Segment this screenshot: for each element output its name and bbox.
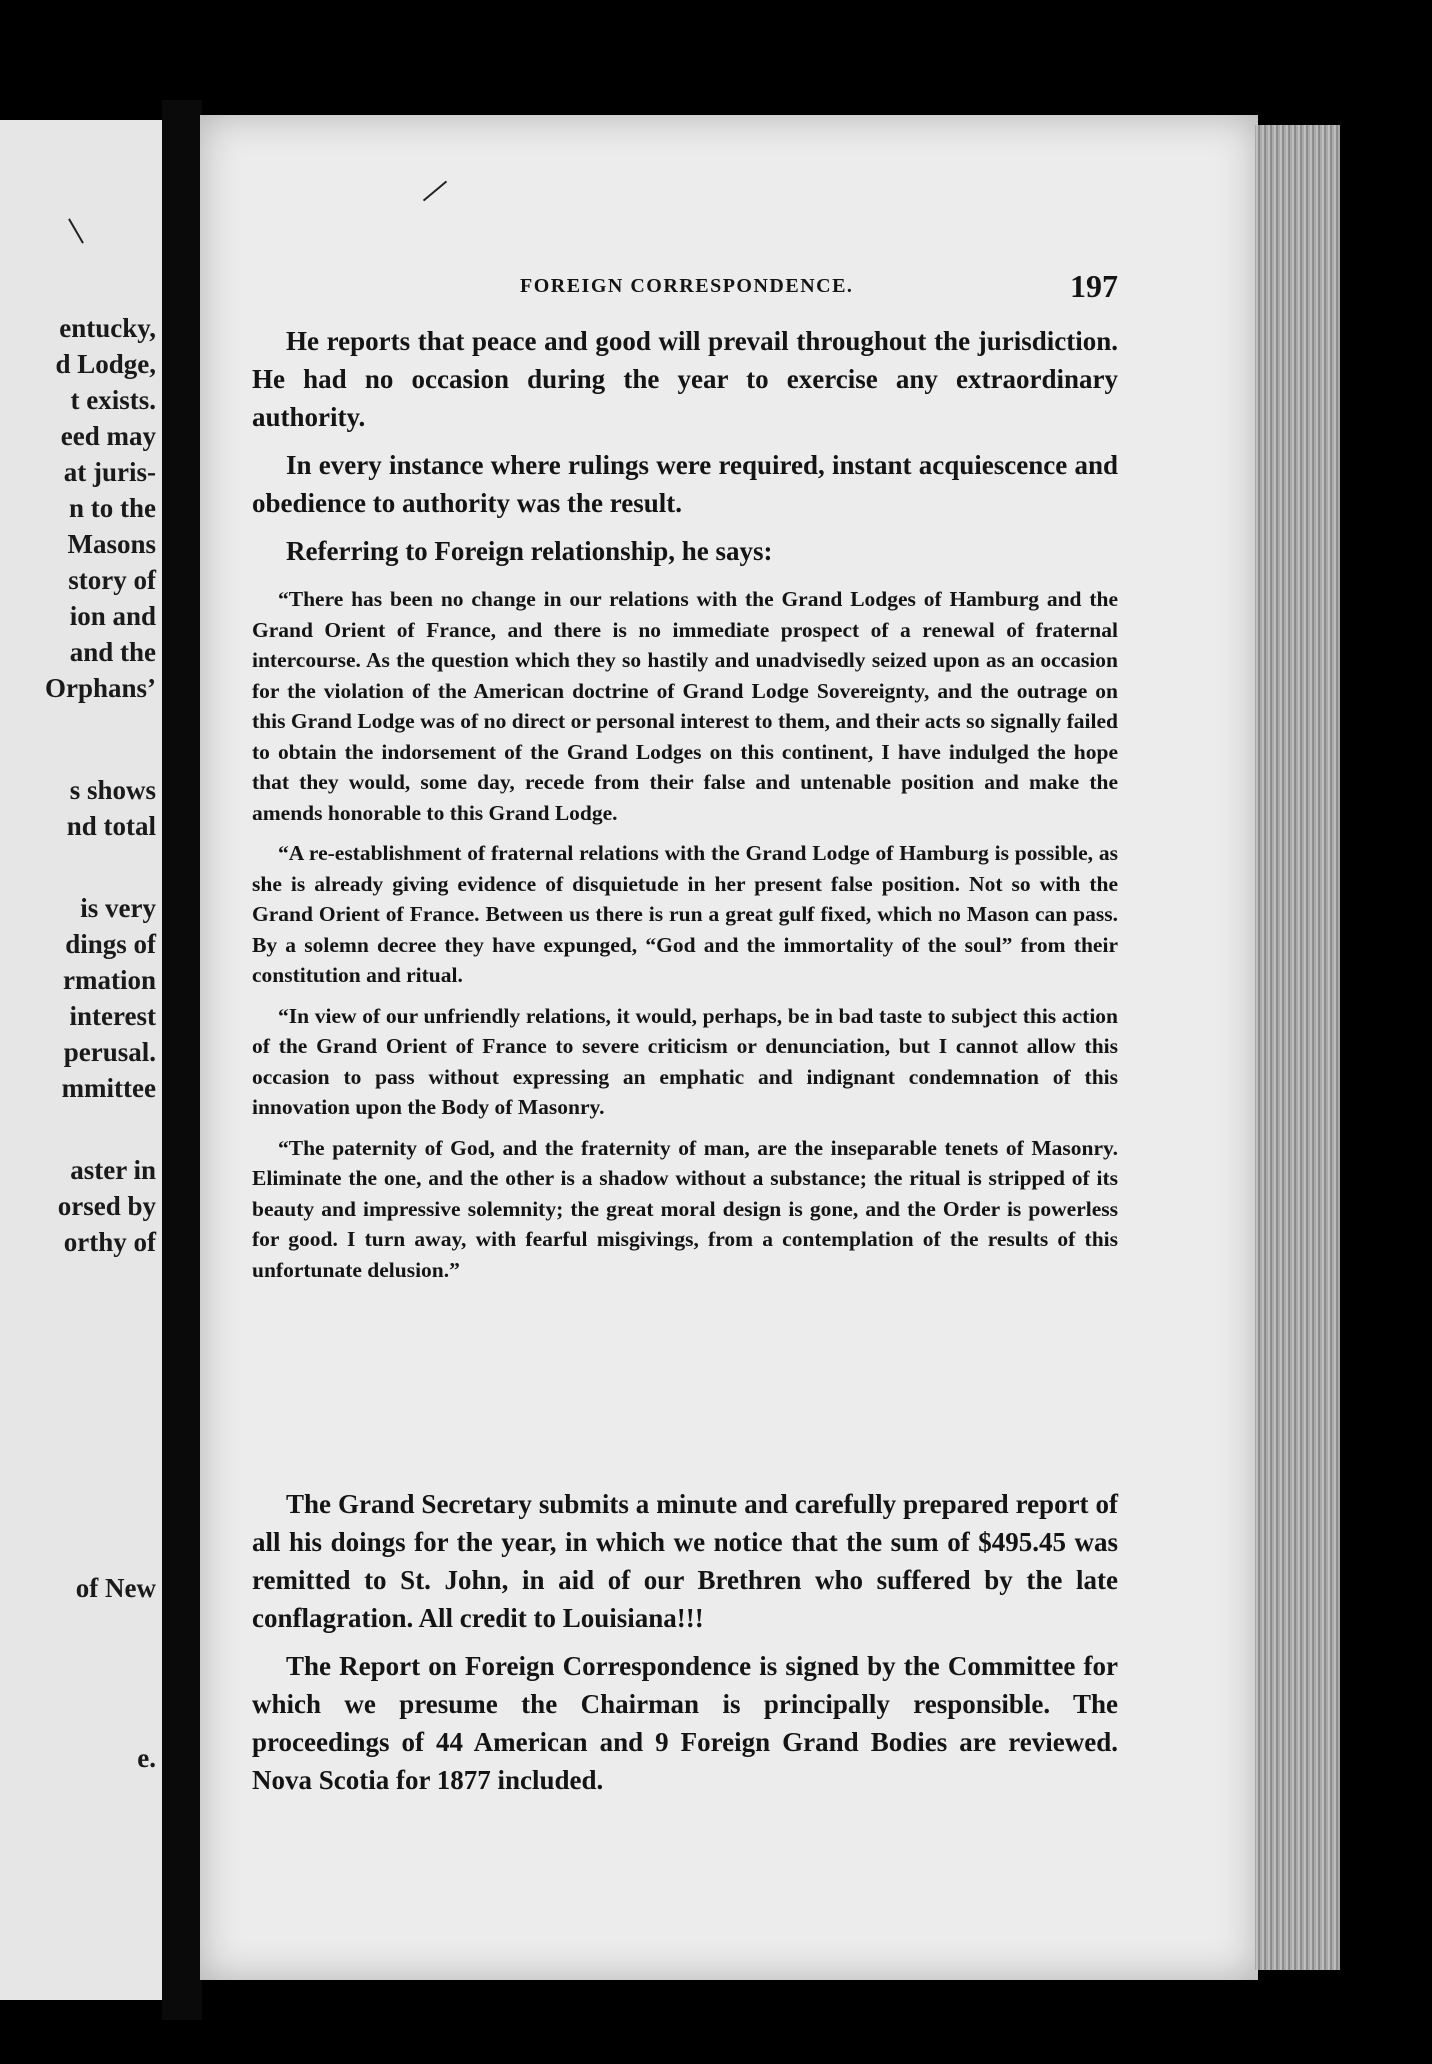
quote-paragraph: “A re-establishment of fraternal relations with the Grand Lodge of Hamburg is possible, as she is already giving evidence of disquietude in her present false position. Not so with the Grand Orient of France. Between us there is run a great gulf fixed, which no Mason can pass. By a solemn decree they have expunged, “God and the immortality of the soul” from their constitution and ritual. [252, 841, 1118, 987]
left-page-line-fragment: orsed by [57, 1191, 156, 1221]
left-page-line-fragment: of New [75, 1573, 156, 1603]
left-page-line-fragment: e. [137, 1743, 156, 1773]
quoted-address [252, 584, 1118, 1285]
left-page-line-fragment: t exists. [70, 385, 156, 415]
left-page-line-fragment: Orphans’ [44, 673, 156, 703]
quote-paragraph: “In view of our unfriendly relations, it would, perhaps, be in bad taste to subject this action of the Grand Orient of France to severe criticism or denunciation, but I cannot allow this occasion to pass without expressing an emphatic and indignant condemnation of this innovation upon the Body of Masonry. [252, 1003, 1118, 1119]
quote-paragraph: “There has been no change in our relations with the Grand Lodges of Hamburg and the Grand Orient of France, and there is no immediate prospect of a renewal of fraternal intercourse. As the question which they so hastily and unadvisedly seized upon as an occasion for the violation of the American doctrine of Grand Lodge Sovereignty, and the outrage on this Grand Lodge was of no direct or personal interest to them, and their acts so signally failed to obtain the indorsement of the Grand Lodges on this continent, I have indulged the hope that they would, some day, recede from their false and untenable position and make the amends honorable to this Grand Lodge. [252, 587, 1118, 825]
page-number: 197 [1070, 268, 1118, 304]
left-page-line-fragment: dings of [65, 929, 156, 959]
paragraph: He reports that peace and good will prevail throughout the jurisdiction. He had no occasion during the year to exercise any extraordinary authority. [252, 326, 1118, 432]
left-page-line-fragment: ion and [69, 601, 156, 631]
left-page-line-fragment: s shows [69, 775, 156, 805]
paragraph: In every instance where rulings were required, instant acquiescence and obedience to authority was the result. [252, 450, 1118, 518]
left-page-line-fragment: story of [68, 565, 156, 595]
intro-paragraphs [252, 322, 1118, 570]
left-page-line-fragment: eed may [60, 421, 156, 451]
left-page-line-fragment: orthy of [63, 1227, 156, 1257]
left-page-line-fragment: at juris- [63, 457, 156, 487]
page-edges [1255, 125, 1340, 1970]
quote-paragraph: “The paternity of God, and the fraternity of man, are the inseparable tenets of Masonry. Eliminate the one, and the other is a shadow without a substance; the ritual is stripped of its beauty and impressive solemnity; the great moral design is gone, and the Order is powerless for good. I turn away, with fearful misgivings, from a contemplation of the results of this unfortunate delusion.” [252, 1135, 1118, 1282]
left-page-line-fragment: mmittee [61, 1073, 156, 1103]
left-page-line-fragment: perusal. [63, 1037, 156, 1067]
left-page-line-fragment: entucky, [59, 313, 156, 343]
left-page-line-fragment: interest [69, 1001, 156, 1031]
left-page-line-fragment: rmation [63, 965, 156, 995]
left-page-line-fragment: aster in [70, 1155, 156, 1185]
left-page-line-fragment: n to the [69, 493, 156, 523]
left-page-line-fragment: d Lodge, [55, 349, 156, 379]
left-page-line-fragment: Masons [67, 529, 156, 559]
book-gutter [162, 100, 202, 2020]
left-page-fragment [0, 120, 162, 2000]
left-page-line-fragment: nd total [66, 811, 156, 841]
left-page-line-fragment: and the [69, 637, 156, 667]
left-page-line-fragment: is very [80, 893, 156, 923]
closing-paragraphs [252, 1485, 1118, 1799]
paragraph: The Grand Secretary submits a minute and carefully prepared report of all his doings for the year, in which we notice that the sum of $495.45 was remitted to St. John, in aid of our Brethren who suffered by the late conflagration. All credit to Louisiana!!! [252, 1489, 1118, 1633]
paragraph: The Report on Foreign Correspondence is signed by the Committee for which we presume the Chairman is principally responsible. The proceedings of 44 American and 9 Foreign Grand Bodies are reviewed. Nova Scotia for 1877 included. [252, 1651, 1118, 1795]
paragraph: Referring to Foreign relationship, he says: [286, 536, 773, 566]
running-header: FOREIGN CORRESPONDENCE. [520, 275, 854, 297]
